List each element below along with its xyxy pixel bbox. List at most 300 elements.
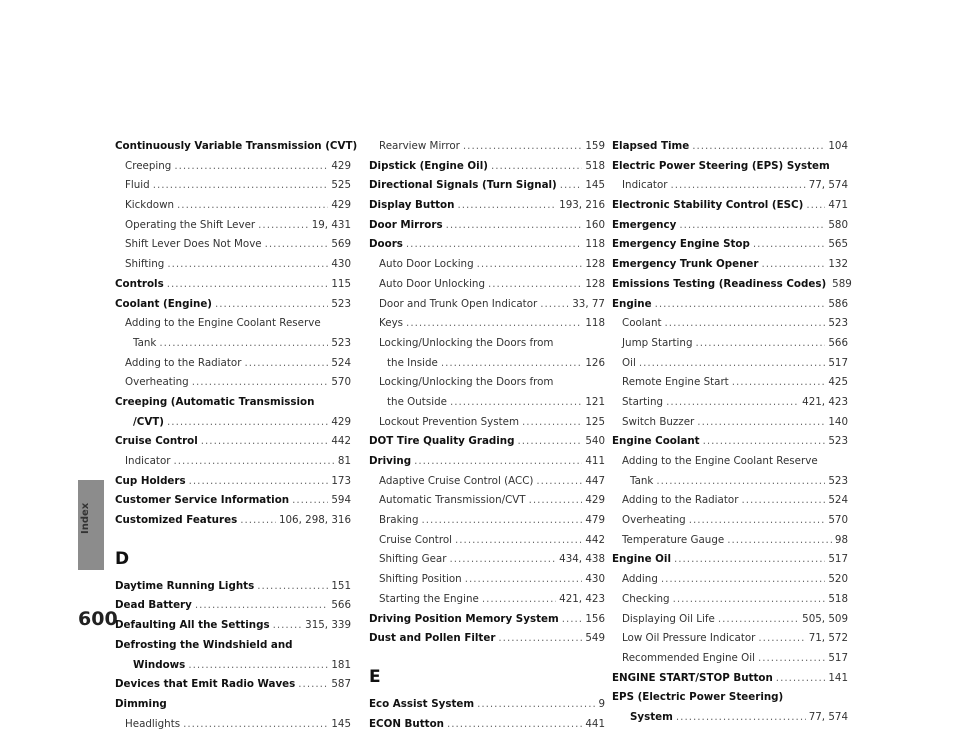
dot-leader: [240, 511, 276, 531]
dot-leader: [167, 255, 328, 275]
dot-leader: [406, 314, 582, 334]
entry-term: ECON Button: [369, 717, 444, 730]
dot-leader: [491, 157, 582, 177]
dot-leader: [673, 590, 826, 610]
index-column-2: [369, 137, 605, 734]
entry-term: Jump Starting: [622, 336, 693, 349]
index-entry: [612, 157, 848, 177]
page-reference[interactable]: 160: [585, 218, 605, 231]
index-subentry: [369, 334, 605, 354]
index-subentry: [115, 373, 351, 393]
entry-term: Headlights: [125, 717, 181, 730]
index-entry: [115, 413, 351, 433]
entry-term: Recommended Engine Oil: [622, 651, 755, 664]
entry-term: Continuously Variable Transmission (CVT): [115, 140, 358, 152]
index-subentry: [369, 255, 605, 275]
dot-leader: [406, 235, 582, 255]
page-reference[interactable]: 193, 216: [559, 199, 605, 212]
index-entry: [115, 577, 351, 597]
entry-term: /CVT): [133, 415, 165, 428]
index-subentry: [369, 472, 605, 492]
index-subentry: [612, 314, 848, 334]
index-entry: [115, 511, 351, 531]
index-entry: [115, 137, 358, 157]
dot-leader: [536, 472, 582, 492]
index-entry: [115, 295, 351, 315]
entry-term: Electric Power Steering (EPS) System: [612, 159, 830, 172]
page-reference[interactable]: 71, 572: [808, 632, 848, 645]
index-subentry: [612, 176, 848, 196]
entry-term: Kickdown: [125, 199, 175, 212]
entry-term: System: [630, 710, 673, 723]
dot-leader: [656, 472, 825, 492]
entry-term: Elapsed Time: [612, 140, 690, 152]
entry-term: Displaying Oil Life: [622, 612, 715, 625]
dot-leader: [192, 373, 329, 393]
index-entry: [115, 596, 351, 616]
page-reference[interactable]: 580: [828, 218, 848, 231]
page-reference[interactable]: 141: [828, 671, 848, 684]
entry-term: Driving: [369, 455, 412, 467]
index-subentry: [115, 354, 351, 374]
entry-term: Defrosting the Windshield and: [115, 638, 293, 651]
index-entry: [115, 472, 351, 492]
section-letter: E: [369, 666, 381, 687]
entry-term: Emergency: [612, 218, 677, 231]
index-entry: [612, 275, 852, 295]
index-subentry: [612, 354, 848, 374]
entry-term: Dust and Pollen Filter: [369, 632, 496, 645]
index-subentry: [115, 196, 351, 216]
page-reference[interactable]: 429: [585, 494, 605, 507]
entry-term: Auto Door Unlocking: [379, 277, 485, 290]
index-entry: [115, 675, 351, 695]
page-reference[interactable]: 430: [331, 258, 351, 271]
page-reference[interactable]: 104: [828, 140, 848, 152]
page-reference[interactable]: 181: [331, 658, 351, 671]
dot-leader: [703, 432, 826, 452]
page-reference[interactable]: 430: [585, 573, 605, 586]
entry-term: Engine Oil: [612, 553, 671, 566]
index-subentry: [115, 216, 351, 236]
index-entry: [115, 432, 351, 452]
page-reference[interactable]: 518: [585, 159, 605, 172]
page-reference[interactable]: 566: [828, 336, 848, 349]
page-reference[interactable]: 132: [828, 258, 848, 271]
page-reference[interactable]: 594: [331, 494, 351, 507]
dot-leader: [666, 393, 799, 413]
index-entry: [115, 393, 351, 413]
page-reference[interactable]: 106, 298, 316: [278, 514, 351, 527]
page-reference[interactable]: 520: [828, 573, 848, 586]
dot-leader: [215, 295, 328, 315]
dot-leader: [298, 675, 328, 695]
index-entry: [612, 688, 848, 708]
index-subentry: [369, 413, 605, 433]
index-subentry: [115, 176, 351, 196]
dot-leader: [758, 629, 805, 649]
page-reference[interactable]: 128: [585, 258, 605, 271]
page-reference[interactable]: 525: [331, 179, 351, 192]
index-entry: [369, 157, 605, 177]
dot-leader: [477, 255, 583, 275]
page-reference[interactable]: 442: [331, 435, 351, 448]
index-subentry: [369, 275, 605, 295]
dot-leader: [695, 334, 825, 354]
page-reference[interactable]: 121: [585, 395, 605, 408]
page-reference[interactable]: 586: [828, 297, 848, 310]
entry-term: Devices that Emit Radio Waves: [115, 678, 296, 691]
index-subentry: [612, 590, 848, 610]
index-subentry: [369, 531, 605, 551]
entry-term: Indicator: [622, 179, 668, 192]
entry-term: Coolant (Engine): [115, 297, 213, 310]
dot-leader: [518, 432, 583, 452]
entry-term: Shift Lever Does Not Move: [125, 238, 262, 251]
entry-term: Eco Assist System: [369, 697, 475, 710]
entry-term: Starting the Engine: [379, 592, 479, 605]
dot-leader: [174, 157, 328, 177]
page-reference[interactable]: 589: [832, 277, 852, 290]
dot-leader: [449, 550, 556, 570]
entry-term: Keys: [379, 317, 404, 330]
dot-leader: [679, 216, 825, 236]
entry-term: Doors: [369, 238, 403, 251]
dot-leader: [806, 196, 825, 216]
entry-term: Low Oil Pressure Indicator: [622, 632, 756, 645]
dot-leader: [457, 196, 556, 216]
index-subentry: [612, 491, 848, 511]
index-entry: [612, 137, 848, 157]
dot-leader: [692, 137, 825, 157]
index-subentry: [115, 235, 351, 255]
index-subentry: [369, 511, 605, 531]
page-reference[interactable]: 523: [331, 297, 351, 310]
entry-term: Dimming: [115, 697, 167, 710]
index-subentry: [612, 570, 848, 590]
dot-leader: [189, 472, 329, 492]
index-subentry: [369, 295, 605, 315]
entry-term: Shifting Position: [379, 573, 462, 586]
dot-leader: [674, 550, 825, 570]
entry-term: EPS (Electric Power Steering): [612, 691, 784, 704]
page-reference[interactable]: 517: [828, 651, 848, 664]
page-reference[interactable]: 156: [585, 612, 605, 625]
page-reference[interactable]: 9: [598, 697, 605, 710]
entry-term: Dipstick (Engine Oil): [369, 159, 488, 172]
index-entry: [115, 616, 351, 636]
page-reference[interactable]: 19, 431: [311, 218, 351, 231]
entry-term: Automatic Transmission/CVT: [379, 494, 526, 507]
page-reference[interactable]: 442: [585, 533, 605, 546]
entry-term: Remote Engine Start: [622, 376, 729, 389]
page-reference[interactable]: 569: [331, 238, 351, 251]
dot-leader: [477, 695, 595, 715]
dot-leader: [258, 216, 309, 236]
entry-term: Locking/Unlocking the Doors from: [379, 376, 554, 389]
dot-leader: [273, 616, 303, 636]
dot-leader: [292, 491, 328, 511]
index-side-label: Index: [80, 502, 91, 534]
entry-term: Emergency Engine Stop: [612, 238, 750, 251]
index-subentry: [115, 314, 351, 334]
dot-leader: [265, 235, 329, 255]
index-entry: [612, 295, 848, 315]
entry-term: Dead Battery: [115, 599, 192, 612]
entry-term: Creeping: [125, 159, 172, 172]
entry-term: Adaptive Cruise Control (ACC): [379, 474, 534, 487]
page-reference[interactable]: 429: [331, 199, 351, 212]
index-subentry: [612, 629, 848, 649]
dot-leader: [422, 511, 583, 531]
page-reference[interactable]: 524: [331, 356, 351, 369]
page-reference[interactable]: 81: [337, 455, 351, 467]
index-entry: [115, 275, 351, 295]
page-reference[interactable]: 570: [828, 514, 848, 527]
dot-leader: [488, 275, 582, 295]
index-subentry: [369, 570, 605, 590]
page-reference[interactable]: 447: [585, 474, 605, 487]
entry-term: Overheating: [622, 514, 686, 527]
entry-term: Braking: [379, 514, 419, 527]
dot-leader: [201, 432, 329, 452]
dot-leader: [183, 715, 328, 734]
page-reference[interactable]: 128: [585, 277, 605, 290]
index-entry: [115, 491, 351, 511]
index-entry: [115, 656, 351, 676]
dot-leader: [188, 656, 328, 676]
entry-term: Cruise Control: [115, 435, 198, 448]
dot-leader: [244, 354, 328, 374]
entry-term: Controls: [115, 277, 164, 290]
page-reference[interactable]: 429: [331, 415, 351, 428]
dot-leader: [665, 314, 826, 334]
entry-term: Tank: [630, 474, 654, 487]
dot-leader: [560, 176, 583, 196]
index-entry: [369, 235, 605, 255]
page-reference[interactable]: 471: [828, 199, 848, 212]
index-entry: [369, 196, 605, 216]
entry-term: Engine Coolant: [612, 435, 700, 448]
page-reference[interactable]: 479: [585, 514, 605, 527]
entry-term: Operating the Shift Lever: [125, 218, 256, 231]
index-entry: [612, 216, 848, 236]
dot-leader: [718, 610, 799, 630]
dot-leader: [195, 596, 328, 616]
index-subentry: [115, 452, 351, 472]
dot-leader: [167, 413, 328, 433]
entry-term: Defaulting All the Settings: [115, 619, 270, 632]
dot-leader: [482, 590, 556, 610]
index-entry: [612, 255, 848, 275]
entry-term: Overheating: [125, 376, 189, 389]
page-reference[interactable]: 565: [828, 238, 848, 251]
dot-leader: [676, 708, 806, 728]
dot-leader: [446, 216, 583, 236]
page-reference[interactable]: 549: [585, 632, 605, 645]
index-entry: [612, 669, 848, 689]
page-reference[interactable]: 566: [331, 599, 351, 612]
index-subentry: [115, 255, 351, 275]
index-subentry: [612, 531, 848, 551]
entry-term: DOT Tire Quality Grading: [369, 435, 515, 448]
page-reference[interactable]: 315, 339: [305, 619, 351, 632]
index-subentry: [369, 590, 605, 610]
index-entry: [369, 176, 605, 196]
dot-leader: [741, 491, 825, 511]
dot-leader: [177, 196, 328, 216]
entry-term: Customer Service Information: [115, 494, 290, 507]
entry-term: Auto Door Locking: [379, 258, 474, 271]
dot-leader: [540, 295, 569, 315]
entry-term: Door Mirrors: [369, 218, 443, 231]
entry-term: Adding: [622, 573, 658, 586]
index-subentry: [115, 334, 351, 354]
page-reference[interactable]: 159: [585, 140, 605, 152]
entry-term: Shifting Gear: [379, 553, 447, 566]
dot-leader: [732, 373, 826, 393]
page-reference[interactable]: 429: [331, 159, 351, 172]
page-reference[interactable]: 517: [828, 356, 848, 369]
page-reference[interactable]: 77, 574: [808, 710, 848, 723]
entry-term: Adding to the Radiator: [125, 356, 242, 369]
dot-leader: [174, 452, 335, 472]
entry-term: Emissions Testing (Readiness Codes): [612, 277, 827, 290]
entry-term: Emergency Trunk Opener: [612, 258, 759, 271]
index-entry: [369, 715, 605, 734]
index-subentry: [369, 373, 605, 393]
page-reference[interactable]: 411: [585, 455, 605, 467]
page-reference[interactable]: 441: [585, 717, 605, 730]
entry-term: Adding to the Radiator: [622, 494, 739, 507]
dot-leader: [522, 413, 582, 433]
page-reference[interactable]: 173: [331, 474, 351, 487]
entry-term: Adding to the Engine Coolant Reserve: [125, 317, 321, 330]
dot-leader: [498, 629, 582, 649]
dot-leader: [727, 531, 832, 551]
page-reference[interactable]: 421, 423: [559, 592, 605, 605]
index-entry: [115, 695, 351, 715]
index-subentry: [612, 472, 848, 492]
page-reference[interactable]: 115: [331, 277, 351, 290]
entry-term: Daytime Running Lights: [115, 579, 255, 592]
page-reference[interactable]: 125: [585, 415, 605, 428]
page-reference[interactable]: 517: [828, 553, 848, 566]
dot-leader: [447, 715, 582, 734]
entry-term: Windows: [133, 658, 186, 671]
index-subentry: [369, 491, 605, 511]
page-reference[interactable]: 505, 509: [802, 612, 848, 625]
page-reference[interactable]: 33, 77: [572, 297, 605, 310]
page-reference[interactable]: 434, 438: [559, 553, 605, 566]
dot-leader: [671, 176, 806, 196]
entry-term: Customized Features: [115, 514, 238, 527]
entry-term: Adding to the Engine Coolant Reserve: [622, 455, 818, 467]
index-subentry: [612, 649, 848, 669]
entry-term: ENGINE START/STOP Button: [612, 671, 773, 684]
index-subentry: [115, 157, 351, 177]
index-entry: [115, 636, 351, 656]
index-entry: [369, 629, 605, 649]
page-reference[interactable]: 524: [828, 494, 848, 507]
entry-term: Electronic Stability Control (ESC): [612, 199, 804, 212]
dot-leader: [414, 452, 582, 472]
dot-leader: [761, 255, 825, 275]
index-subentry: [369, 314, 605, 334]
page-reference[interactable]: 118: [585, 317, 605, 330]
index-entry: [369, 432, 605, 452]
page-reference[interactable]: 145: [585, 179, 605, 192]
page-reference[interactable]: 126: [585, 356, 605, 369]
index-subentry: [612, 373, 848, 393]
page-reference[interactable]: 145: [331, 717, 351, 730]
entry-term: Shifting: [125, 258, 165, 271]
entry-term: Directional Signals (Turn Signal): [369, 179, 557, 192]
page-reference[interactable]: 421, 423: [802, 395, 848, 408]
page-reference[interactable]: 425: [828, 376, 848, 389]
dot-leader: [450, 393, 582, 413]
index-entry: [612, 235, 848, 255]
entry-term: Tank: [133, 336, 157, 349]
page-number: 600: [78, 608, 118, 630]
page-reference[interactable]: 98: [834, 533, 848, 546]
entry-term: the Inside: [387, 356, 438, 369]
page-reference[interactable]: 118: [585, 238, 605, 251]
page-reference[interactable]: 570: [331, 376, 351, 389]
page-reference[interactable]: 523: [828, 317, 848, 330]
dot-leader: [697, 413, 825, 433]
dot-leader: [655, 295, 826, 315]
entry-term: Temperature Gauge: [622, 533, 725, 546]
page-reference[interactable]: 523: [828, 435, 848, 448]
dot-leader: [465, 570, 583, 590]
entry-term: Indicator: [125, 455, 171, 467]
page-reference[interactable]: 140: [828, 415, 848, 428]
entry-term: Coolant: [622, 317, 662, 330]
dot-leader: [689, 511, 826, 531]
page-reference[interactable]: 587: [331, 678, 351, 691]
index-entry: [612, 550, 848, 570]
entry-term: Starting: [622, 395, 664, 408]
index-subentry: [115, 715, 351, 734]
entry-term: Lockout Prevention System: [379, 415, 519, 428]
page-reference[interactable]: 151: [331, 579, 351, 592]
entry-term: Fluid: [125, 179, 150, 192]
index-subentry: [612, 610, 848, 630]
dot-leader: [463, 137, 582, 157]
dot-leader: [661, 570, 825, 590]
index-subentry: [369, 354, 605, 374]
page-reference[interactable]: 540: [585, 435, 605, 448]
page-reference[interactable]: 523: [828, 474, 848, 487]
index-entry: [612, 708, 848, 728]
dot-leader: [257, 577, 328, 597]
entry-term: Cruise Control: [379, 533, 453, 546]
page-reference[interactable]: 523: [331, 336, 351, 349]
page-reference[interactable]: 77, 574: [808, 179, 848, 192]
entry-term: Locking/Unlocking the Doors from: [379, 336, 554, 349]
dot-leader: [441, 354, 583, 374]
index-subentry: [369, 137, 605, 157]
entry-term: Rearview Mirror: [379, 140, 460, 152]
index-subentry: [612, 511, 848, 531]
page-reference[interactable]: 518: [828, 592, 848, 605]
dot-leader: [753, 235, 825, 255]
index-entry: [612, 432, 848, 452]
dot-leader: [159, 334, 328, 354]
entry-term: the Outside: [387, 395, 447, 408]
dot-leader: [167, 275, 329, 295]
